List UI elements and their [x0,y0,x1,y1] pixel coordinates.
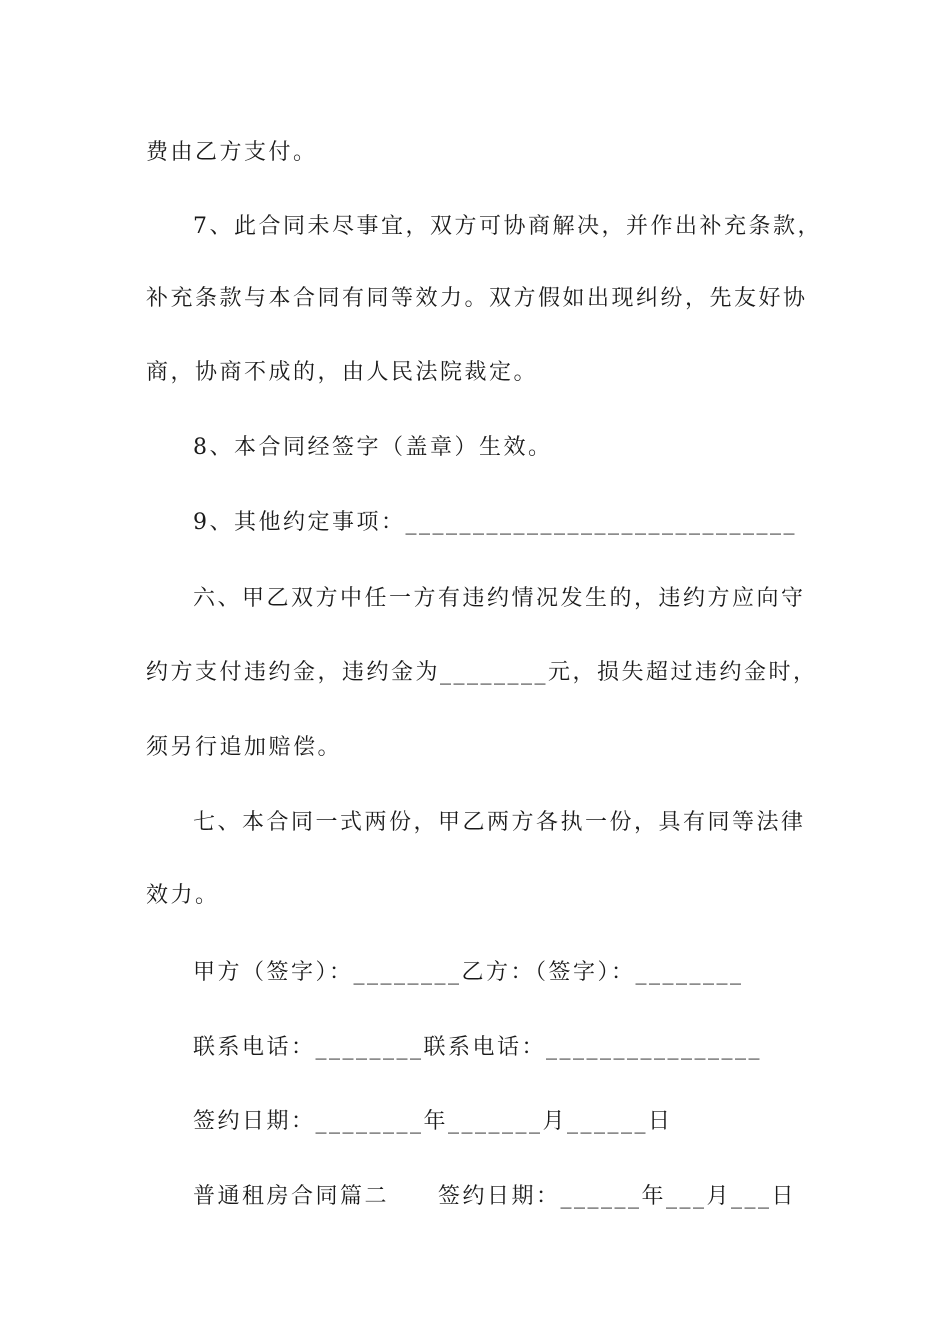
clause-7-line-2: 补充条款与本合同有同等效力。双方假如出现纠纷，先友好协 [146,286,808,311]
signing-date-line: 签约日期：________年_______月______日 [193,1109,673,1134]
clause-7-line-1: 7、此合同未尽事宜，双方可协商解决，并作出补充条款， [193,214,822,239]
clause-7-line-3: 商，协商不成的，由人民法院裁定。 [146,360,539,385]
section-6-line-1: 六、甲乙双方中任一方有违约情况发生的，违约方应向守 [193,586,806,611]
section-6-line-3: 须另行追加赔偿。 [146,735,343,760]
signature-line: 甲方（签字）：________乙方：（签字）：________ [193,960,744,985]
next-section-title-line: 普通租房合同篇二 签约日期：______年___月___日 [193,1184,797,1209]
paragraph-line: 费由乙方支付。 [146,140,318,165]
section-7-line-1: 七、本合同一式两份，甲乙两方各执一份，具有同等法律 [193,810,806,835]
clause-8: 8、本合同经签字（盖章）生效。 [193,435,553,460]
section-7-line-2: 效力。 [146,883,220,908]
contact-phone-line: 联系电话：________联系电话：________________ [193,1035,763,1060]
clause-9: 9、其他约定事项：_____________________________ [193,510,797,535]
section-6-line-2: 约方支付违约金，违约金为________元，损失超过违约金时， [146,660,818,685]
